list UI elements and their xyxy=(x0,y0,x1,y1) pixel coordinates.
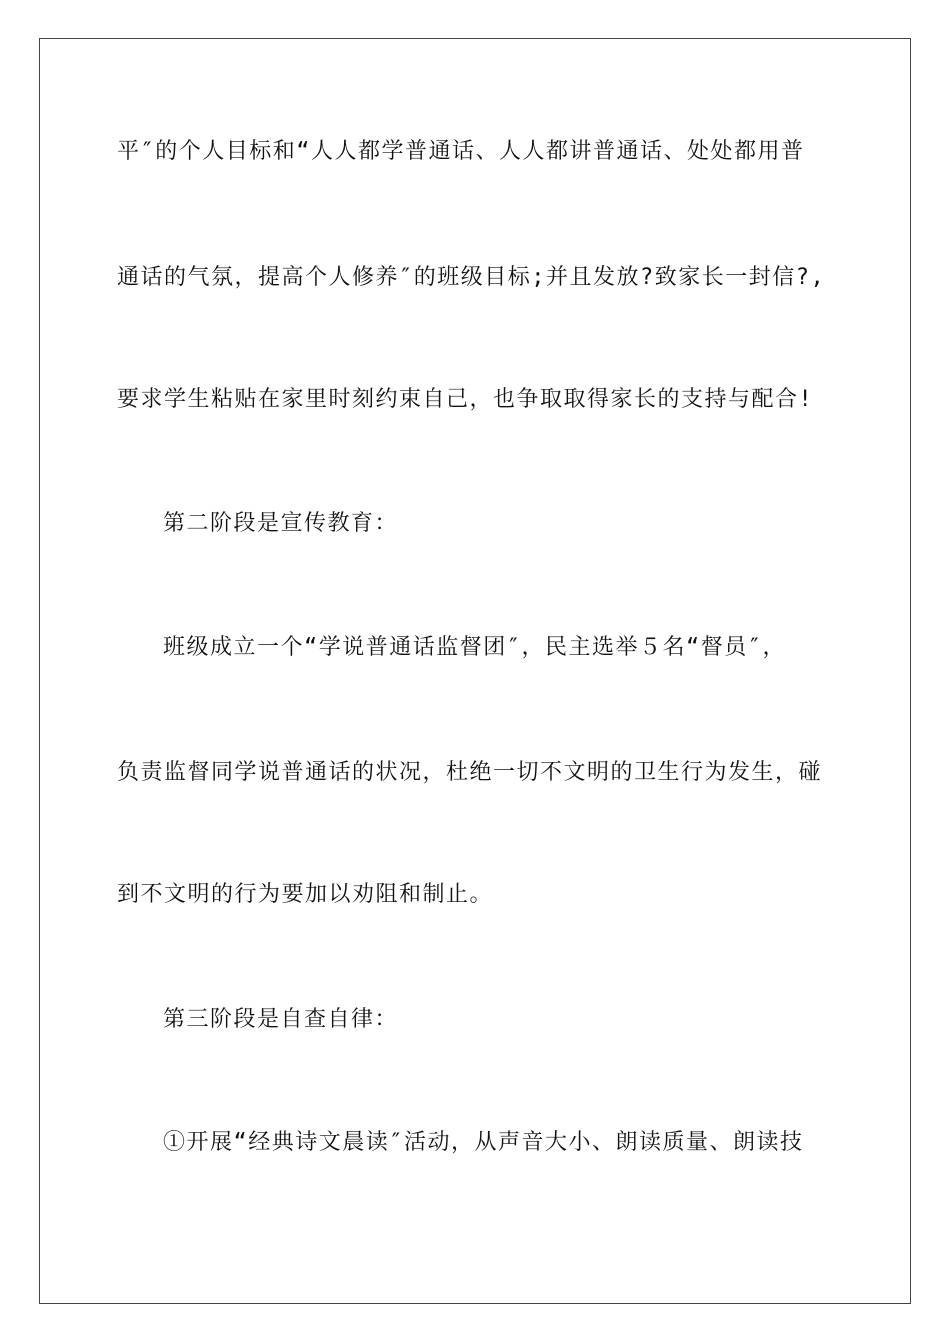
text-line: 到不文明的行为要加以劝阻和制止。 xyxy=(117,882,494,907)
text-line: 负责监督同学说普通话的状况，杜绝一切不文明的卫生行为发生，碰 xyxy=(117,760,823,785)
text-line: 要求学生粘贴在家里时刻约束自己，也争取取得家长的支持与配合! xyxy=(117,387,814,412)
text-line: 班级成立一个“学说普通话监督团″，民主选举５名“督员″， xyxy=(163,635,786,660)
section-heading: 第二阶段是宣传教育： xyxy=(163,511,399,536)
text-line: 平″的个人目标和“人人都学普通话、人人都讲普通话、处处都用普 xyxy=(117,139,805,164)
section-heading: 第三阶段是自查自律： xyxy=(163,1007,399,1032)
page-border xyxy=(39,38,911,1304)
text-line: ①开展“经典诗文晨读″活动，从声音大小、朗读质量、朗读技 xyxy=(163,1130,804,1155)
text-line: 通话的气氛，提高个人修养″的班级目标;并且发放?致家长一封信?, xyxy=(117,265,826,290)
